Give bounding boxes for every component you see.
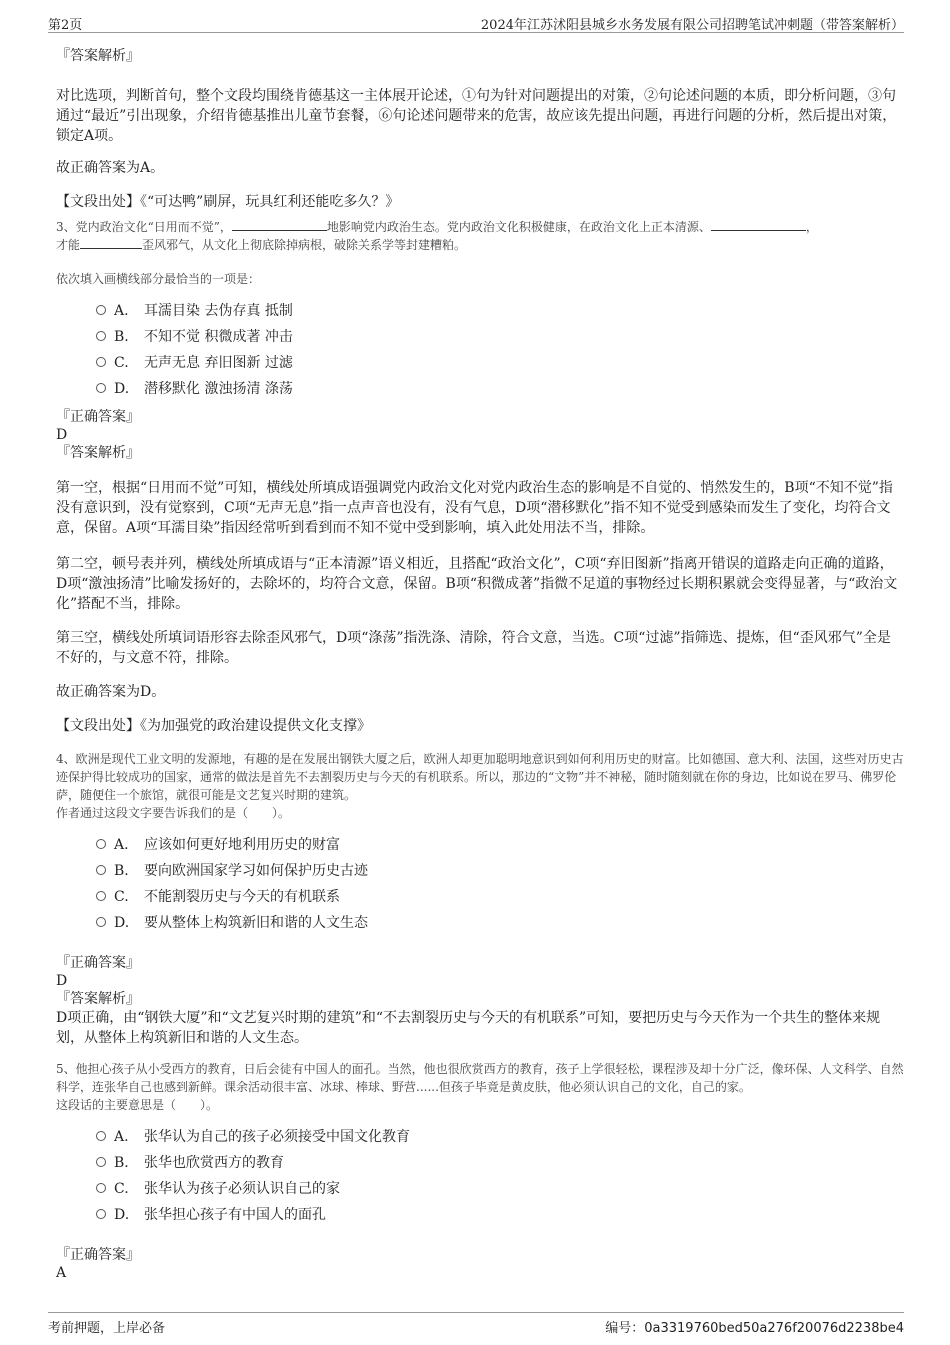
q5-prompt: 这段话的主要意思是（ ）。: [56, 1098, 219, 1112]
q3-stem: 3、党内政治文化“日用而不觉”， 地影响党内政治生态。党内政治文化积极健康，在政治文化上正本清源、 ， 才能 歪风邪气，从文化上彻底除掉病根，破除关系学等封建糟粕。: [56, 220, 818, 252]
radio-icon[interactable]: [96, 1131, 106, 1141]
q3-analysis-p2: 第二空，顿号表并列，横线处所填成语与“正本清源”语义相近，且搭配“政治文化”，C项“弃旧图新”指离开错误的道路走向正确的道路，D项“激浊扬清”比喻发扬好的，去除坏的，均符合文意，保留。B项“积微成著”指微不足道的事物经过长期积累就会变得显著，与“政治文化”搭配不当，排除。: [56, 556, 898, 612]
radio-icon[interactable]: [96, 1183, 106, 1193]
q2-analysis-heading: 『答案解析』: [56, 48, 140, 64]
q3-option-a[interactable]: A. 耳濡目染 去伪存真 抵制: [96, 298, 904, 324]
radio-icon[interactable]: [96, 865, 106, 875]
page-content: [56, 46, 904, 1282]
q5-option-b[interactable]: B. 张华也欣赏西方的教育: [96, 1150, 904, 1176]
q5-options: [96, 1124, 904, 1228]
q4-analysis-heading: 『答案解析』: [56, 991, 140, 1007]
q3-answer: D: [56, 427, 68, 443]
q4-option-b[interactable]: B. 要向欧洲国家学习如何保护历史古迹: [96, 858, 904, 884]
q2-analysis-text: 对比选项，判断首句，整个文段均围绕肯德基这一主体展开论述，①句为针对问题提出的对策，②句论述问题的本质，即分析问题，③句通过“最近”引出现象，介绍肯德基推出儿童节套餐，⑥句论述问题带来的危害，故应该先提出问题，再进行问题的分析，然后提出对策，锁定A项。: [56, 88, 897, 144]
radio-icon[interactable]: [96, 839, 106, 849]
q3-blank-3: [80, 236, 142, 249]
q4-prompt: 作者通过这段文字要告诉我们的是（ ）。: [56, 806, 291, 820]
document-title: 2024年江苏沭阳县城乡水务发展有限公司招聘笔试冲刺题（带答案解析）: [480, 18, 904, 33]
q3-prompt: 依次填入画横线部分最恰当的一项是：: [56, 272, 261, 286]
radio-icon[interactable]: [96, 891, 106, 901]
q3-analysis-p3: 第三空，横线处所填词语形容去除歪风邪气，D项“涤荡”指洗涤、清除，符合文意，当选。C项“过滤”指筛选、提炼，但“歪风邪气”全是不好的，与文意不符，排除。: [56, 630, 891, 666]
q3-options: [96, 298, 904, 402]
q3-answer-heading: 『正确答案』: [56, 409, 140, 425]
q4-option-d[interactable]: D. 要从整体上构筑新旧和谐的人文生态: [96, 910, 904, 936]
page-footer: [48, 1312, 904, 1335]
q3-option-b[interactable]: B. 不知不觉 积微成著 冲击: [96, 324, 904, 350]
q4-answer: D: [56, 973, 68, 989]
footer-serial: 编号：0a3319760bed50a276f20076d2238be4: [605, 1321, 904, 1336]
q5-option-d[interactable]: D. 张华担心孩子有中国人的面孔: [96, 1202, 904, 1228]
q5-option-c[interactable]: C. 张华认为孩子必须认识自己的家: [96, 1176, 904, 1202]
q2-conclusion: 故正确答案为A。: [56, 160, 165, 176]
page-number: 第2页: [48, 18, 83, 33]
radio-icon[interactable]: [96, 305, 106, 315]
q3-source: 【文段出处】《为加强党的政治建设提供文化支撑》: [56, 718, 371, 734]
q4-stem: 4、欧洲是现代工业文明的发源地，有趣的是在发展出钢铁大厦之后，欧洲人却更加聪明地意识到如何利用历史的财富。比如德国、意大利、法国，这些对历史古迹保护得比较成功的国家，通常的做法是首先不去割裂历史与今天的有机联系。所以，那边的“文物”并不神秘，随时随刻就在你的身边，比如说在罗马、佛罗伦萨，随便住一个旅馆，就很可能是文艺复兴时期的建筑。: [56, 752, 904, 802]
q4-option-c[interactable]: C. 不能割裂历史与今天的有机联系: [96, 884, 904, 910]
q2-source: 【文段出处】《“可达鸭”刷屏，玩具红利还能吃多久？》: [56, 194, 400, 210]
radio-icon[interactable]: [96, 1157, 106, 1167]
radio-icon[interactable]: [96, 331, 106, 341]
serial-number: 0a3319760bed50a276f20076d2238be4: [644, 1321, 904, 1336]
q4-option-a[interactable]: A. 应该如何更好地利用历史的财富: [96, 832, 904, 858]
radio-icon[interactable]: [96, 383, 106, 393]
page-header: [48, 12, 904, 33]
q5-stem: 5、他担心孩子从小受西方的教育，日后会徒有中国人的面孔。当然，他也很欣赏西方的教育，孩子上学很轻松，课程涉及却十分广泛，像环保、人文科学、自然科学，连张华自己也感到新鲜。课余活动很丰富、冰球、棒球、野营......但孩子毕竟是黄皮肤，他必须认识自己的文化，自己的家。: [56, 1062, 904, 1094]
q4-analysis: D项正确，由“钢铁大厦”和“文艺复兴时期的建筑”和“不去割裂历史与今天的有机联系”可知，要把历史与今天作为一个共生的整体来规划，从整体上构筑新旧和谐的人文生态。: [56, 1010, 881, 1046]
radio-icon[interactable]: [96, 357, 106, 367]
q3-conclusion: 故正确答案为D。: [56, 684, 166, 700]
q3-option-d[interactable]: D. 潜移默化 激浊扬清 涤荡: [96, 376, 904, 402]
q5-answer: A: [56, 1265, 67, 1281]
q4-answer-heading: 『正确答案』: [56, 955, 140, 971]
q3-analysis-heading: 『答案解析』: [56, 445, 140, 461]
q3-blank-1: [232, 218, 327, 231]
q3-option-c[interactable]: C. 无声无息 弃旧图新 过滤: [96, 350, 904, 376]
q4-options: [96, 832, 904, 936]
q5-option-a[interactable]: A. 张华认为自己的孩子必须接受中国文化教育: [96, 1124, 904, 1150]
q3-analysis-p1: 第一空，根据“日用而不觉”可知，横线处所填成语强调党内政治文化对党内政治生态的影响是不自觉的、悄然发生的，B项“不知不觉”指没有意识到，没有觉察到，C项“无声无息”指一点声音也没有，没有气息，D项“潜移默化”指不知不觉受到感染而发生了变化，均符合文意，保留。A项“耳濡目染”指因经常听到看到而不知不觉中受到影响，填入此处用法不当，排除。: [56, 480, 893, 536]
radio-icon[interactable]: [96, 917, 106, 927]
radio-icon[interactable]: [96, 1209, 106, 1219]
q5-answer-heading: 『正确答案』: [56, 1247, 140, 1263]
footer-slogan: 考前押题，上岸必备: [48, 1321, 166, 1336]
q3-blank-2: [711, 218, 806, 231]
